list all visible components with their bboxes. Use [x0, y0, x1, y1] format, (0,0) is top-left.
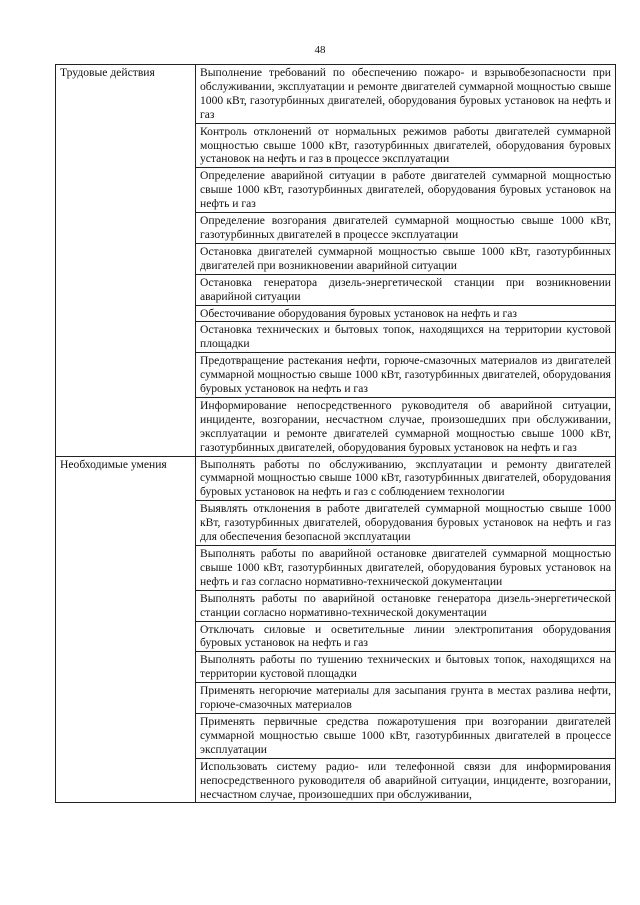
section-item: Выполнять работы по тушению технических и бытовых топок, находящихся на территории кустовой площадки — [196, 652, 616, 683]
page-number: 48 — [314, 44, 326, 56]
section-item: Обесточивание оборудования буровых установок на нефть и газ — [196, 305, 616, 322]
table-row — [56, 456, 616, 501]
table-row — [56, 65, 616, 124]
section-item: Использовать систему радио- или телефонной связи для информирования непосредственного руководителя об аварийной ситуации, инциденте, возгорании, несчастном случае, произошедших при обслуживании, — [196, 758, 616, 803]
section-item: Определение аварийной ситуации в работе двигателей суммарной мощностью свыше 1000 кВт, газотурбинных двигателей, оборудования буровых установок на нефть и газ — [196, 168, 616, 213]
section-item: Отключать силовые и осветительные линии электропитания оборудования буровых установок на нефть и газ — [196, 621, 616, 652]
section-item: Выполнять работы по аварийной остановке двигателей суммарной мощностью свыше 1000 кВт, газотурбинных двигателей, оборудования буровых установок на нефть и газ согласно нормативно-технической документации — [196, 546, 616, 591]
section-item: Выполнение требований по обеспечению пожаро- и взрывобезопасности при обслуживании, эксплуатации и ремонте двигателей суммарной мощностью свыше 1000 кВт, газотурбинных двигателей, оборудования буровых установок на нефть и газ — [196, 65, 616, 124]
section-item: Контроль отклонений от нормальных режимов работы двигателей суммарной мощностью свыше 1000 кВт, газотурбинных двигателей, оборудования буровых установок на нефть и газ в процессе эксплуатации — [196, 123, 616, 168]
section-label: Необходимые умения — [56, 456, 196, 803]
section-item: Выполнять работы по обслуживанию, эксплуатации и ремонту двигателей суммарной мощностью свыше 1000 кВт, газотурбинных двигателей, оборудования буровых установок на нефть и газ с соблюдением технологии — [196, 456, 616, 501]
section-item: Информирование непосредственного руководителя об аварийной ситуации, инциденте, возгорании, несчастном случае, произошедших при обслуживании, эксплуатации и ремонте двигателей суммарной мощностью свыше 1000 кВт, газотурбинных двигателей, оборудования буровых установок на нефть и газ — [196, 397, 616, 456]
section-item: Остановка генератора дизель-энергетической станции при возникновении аварийной ситуации — [196, 274, 616, 305]
section-item: Определение возгорания двигателей суммарной мощностью свыше 1000 кВт, газотурбинных двигателей в процессе эксплуатации — [196, 213, 616, 244]
section-item: Предотвращение растекания нефти, горюче-смазочных материалов из двигателей суммарной мощностью свыше 1000 кВт, газотурбинных двигателей, оборудования буровых установок на нефть и газ — [196, 353, 616, 398]
section-item: Остановка технических и бытовых топок, находящихся на территории кустовой площадки — [196, 322, 616, 353]
section-item: Выполнять работы по аварийной остановке генератора дизель-энергетической станции согласно нормативно-технической документации — [196, 590, 616, 621]
section-item: Применять первичные средства пожаротушения при возгорании двигателей суммарной мощностью свыше 1000 кВт, газотурбинных двигателей в процессе эксплуатации — [196, 713, 616, 758]
requirements-table — [55, 64, 616, 803]
section-item: Применять негорючие материалы для засыпания грунта в местах разлива нефти, горюче-смазочных материалов — [196, 683, 616, 714]
table-body — [56, 65, 616, 803]
section-item: Выявлять отклонения в работе двигателей суммарной мощностью свыше 1000 кВт, газотурбинных двигателей, оборудования буровых установок на нефть и газ для обеспечения безопасной эксплуатации — [196, 501, 616, 546]
section-item: Остановка двигателей суммарной мощностью свыше 1000 кВт, газотурбинных двигателей при возникновении аварийной ситуации — [196, 243, 616, 274]
section-label: Трудовые действия — [56, 65, 196, 457]
